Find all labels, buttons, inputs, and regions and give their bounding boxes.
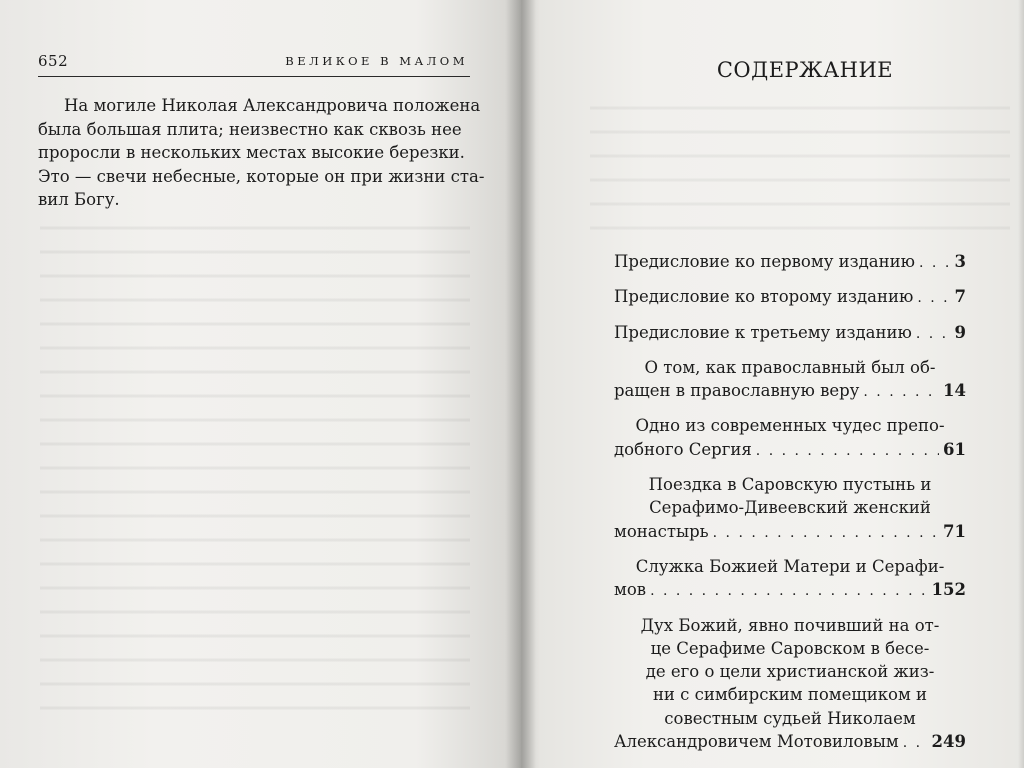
toc-entry-last-line <box>614 285 966 310</box>
toc-entry <box>614 356 966 405</box>
toc-entry-line: совестным судьей Николаем <box>664 708 916 728</box>
table-of-contents <box>614 250 966 765</box>
toc-entry-line: Серафимо-Дивеевский женский <box>649 498 931 518</box>
toc-entry-title: ращен в православную веру <box>614 381 860 401</box>
toc-entry-line: ни с симбирским помещиком и <box>652 685 928 705</box>
toc-entry <box>614 250 966 275</box>
toc-entry-last-line <box>614 321 966 346</box>
paragraph-line: На могиле Николая Александровича положена <box>64 96 481 115</box>
paragraph-line: Это — свечи небесные, которые он при жизни ста- <box>38 166 485 186</box>
toc-leader-dots <box>863 381 939 404</box>
toc-entry-last-line <box>614 379 966 404</box>
toc-entry-line: Служка Божией Матери и Серафи- <box>635 556 945 576</box>
toc-leader-dots <box>650 580 927 603</box>
toc-entry <box>614 614 966 756</box>
toc-page-number: 152 <box>931 580 966 600</box>
bleed-through-text <box>40 210 470 730</box>
paragraph-line: вил Богу. <box>38 190 120 209</box>
toc-page-number: 14 <box>943 381 966 401</box>
toc-entry-last-line <box>614 578 966 603</box>
page-header <box>38 50 468 78</box>
toc-entry-title: мов <box>614 580 647 600</box>
book-gutter <box>506 0 536 768</box>
toc-entry-last-line <box>614 730 966 755</box>
toc-leader-dots <box>903 732 928 755</box>
bleed-through-text <box>590 90 1010 240</box>
page-edge <box>1018 0 1024 768</box>
toc-entry-line: це Серафиме Саровском в бесе- <box>650 638 930 658</box>
toc-entry <box>614 321 966 346</box>
toc-entry-title: добного Сергия <box>614 439 752 459</box>
toc-entry-title: Предисловие ко второму изданию <box>614 287 914 307</box>
toc-page-number: 9 <box>954 322 966 342</box>
header-rule <box>38 76 470 77</box>
toc-entry-title: Предисловие ко первому изданию <box>614 252 916 271</box>
right-page <box>520 0 1024 768</box>
toc-entry-last-line <box>614 520 966 545</box>
toc-leader-dots <box>756 440 939 463</box>
toc-page-number: 61 <box>943 439 966 459</box>
toc-entry <box>614 555 966 604</box>
toc-entry-line: Одно из современных чудес препо- <box>635 416 945 436</box>
toc-entry-title: Предисловие к третьему изданию <box>614 322 912 342</box>
toc-entry <box>614 285 966 310</box>
toc-leader-dots <box>713 522 939 545</box>
paragraph-line: была большая плита; неизвестно как сквозь нее <box>38 119 462 139</box>
toc-entry-line: О том, как православный был об- <box>644 357 936 377</box>
toc-page-number: 3 <box>954 252 966 271</box>
toc-entry-line: Дух Божий, явно почивший на от- <box>640 615 940 635</box>
toc-leader-dots <box>916 323 951 346</box>
toc-entry-last-line <box>614 250 966 275</box>
paragraph-line: проросли в нескольких местах высокие березки. <box>38 143 465 162</box>
toc-page-number: 7 <box>954 287 966 307</box>
running-head: ВЕЛИКОЕ В МАЛОМ <box>285 54 468 68</box>
toc-entry <box>614 473 966 545</box>
toc-entry-title: Александровичем Мотовиловым <box>614 732 899 752</box>
toc-page-number: 249 <box>931 732 966 752</box>
toc-entry-title: монастырь <box>614 521 709 541</box>
toc-entry <box>614 414 966 463</box>
body-paragraph <box>38 94 485 212</box>
toc-leader-dots <box>919 252 951 275</box>
page-number: 652 <box>38 52 69 70</box>
toc-leader-dots <box>917 287 950 310</box>
toc-title: СОДЕРЖАНИЕ <box>716 58 894 82</box>
toc-entry-last-line <box>614 438 966 463</box>
toc-entry-line: Поездка в Саровскую пустынь и <box>648 475 932 495</box>
toc-entry-line: де его о цели христианской жиз- <box>645 662 935 682</box>
toc-page-number: 71 <box>943 521 966 541</box>
